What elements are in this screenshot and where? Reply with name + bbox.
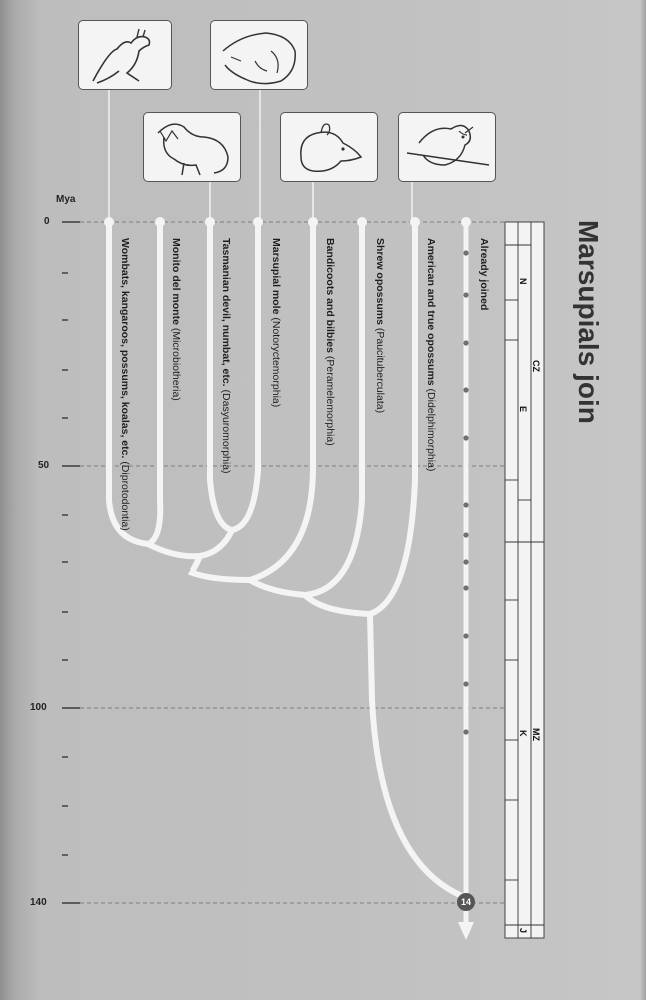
era-label-j: J <box>518 928 528 934</box>
lineage-label-peramelemorphia <box>324 238 336 446</box>
lineage-scientific-name: (Peramelemorphia) <box>324 355 336 446</box>
marsupial-mole-icon <box>211 21 307 89</box>
lineage-common-name: Monito del monte <box>170 238 182 325</box>
lineage-label-diprotodontia <box>119 238 131 531</box>
tick-label-0: 0 <box>44 216 50 227</box>
lineage-scientific-name: (Diprotodontia) <box>119 461 131 531</box>
branches <box>109 222 466 925</box>
lineage-label-dasyuromorphia <box>220 238 232 474</box>
already-joined-text: Already joined <box>478 238 490 311</box>
already-joined-label <box>478 238 490 310</box>
lineage-label-didelphimorphia <box>425 238 437 471</box>
lineage-scientific-name: (Didelphimorphia) <box>425 388 437 472</box>
tick-label-100: 100 <box>30 702 47 713</box>
illustration-panel-bandicoot <box>280 112 378 182</box>
lineage-label-paucituberculata <box>374 238 386 413</box>
lineage-common-name: Tasmanian devil, numbat, etc. <box>220 238 232 387</box>
kangaroo-icon <box>79 21 171 89</box>
guide-lines <box>80 222 505 903</box>
lineage-label-notoryctemorphia <box>270 238 282 407</box>
time-axis <box>62 222 80 903</box>
illustration-panel-opossum <box>398 112 496 182</box>
lineage-label-microbiotheria <box>170 238 182 401</box>
illustration-panel-kangaroo <box>78 20 172 90</box>
lineage-scientific-name: (Paucituberculata) <box>374 327 386 414</box>
arrow-head <box>458 922 474 940</box>
lineage-common-name: Marsupial mole <box>270 238 282 315</box>
tick-label-50: 50 <box>38 460 50 471</box>
lineage-common-name: American and true opossums <box>425 238 437 386</box>
page-title: Marsupials join <box>573 220 604 424</box>
bandicoot-icon <box>281 113 377 181</box>
timescale-bar <box>505 222 544 938</box>
era-label-mz: MZ <box>531 728 541 741</box>
era-label-k: K <box>518 730 528 737</box>
chapter-badge: 14 <box>457 893 475 911</box>
branch-tips <box>104 217 471 227</box>
lineage-common-name: Wombats, kangaroos, possums, koalas, etc. <box>119 238 131 459</box>
lineage-scientific-name: (Dasyuromorphia) <box>220 389 232 474</box>
lineage-common-name: Shrew opossums <box>374 238 386 325</box>
opossum-icon <box>399 113 495 181</box>
lineage-common-name: Bandicoots and bilbies <box>324 238 336 353</box>
era-label-e: E <box>518 406 528 413</box>
tasmanian-devil-icon <box>144 113 240 181</box>
lineage-scientific-name: (Notoryctemorphia) <box>270 317 282 408</box>
illustration-panel-marsupial-mole <box>210 20 308 90</box>
era-label-n: N <box>518 278 528 285</box>
era-label-cz: CZ <box>531 360 541 372</box>
axis-label: Mya <box>56 194 76 205</box>
lineage-scientific-name: (Microbiotheria) <box>170 327 182 401</box>
tick-label-140: 140 <box>30 897 47 908</box>
illustration-panel-tasmanian-devil <box>143 112 241 182</box>
